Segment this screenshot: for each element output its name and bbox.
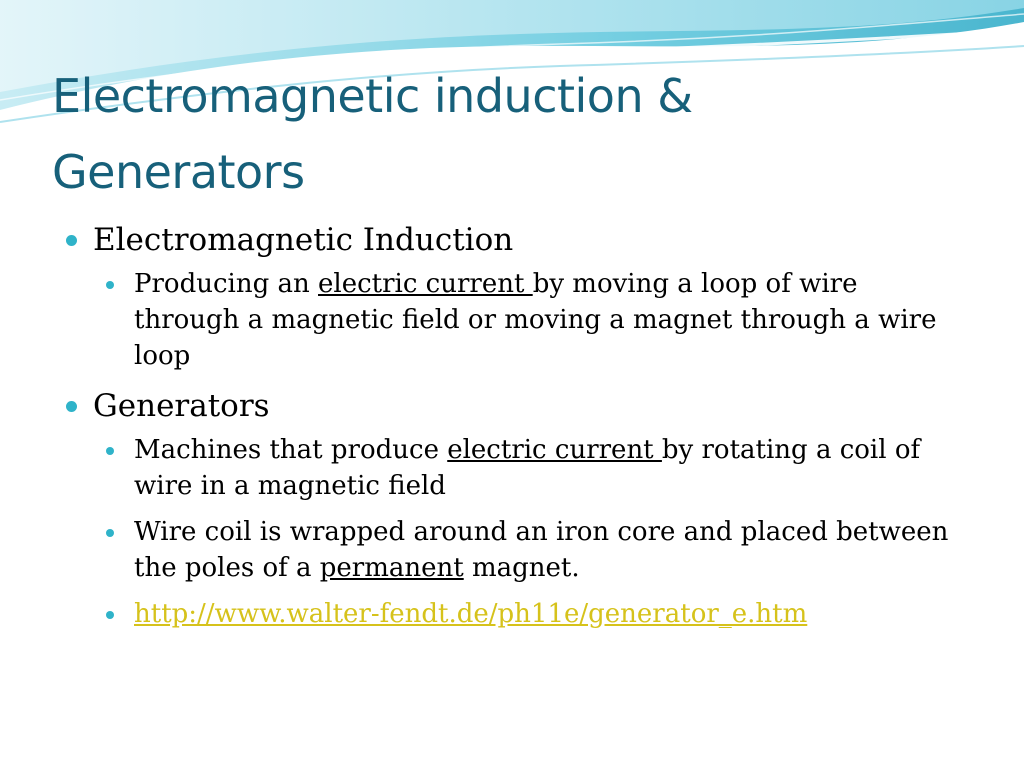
bullet-label: Generators: [93, 388, 270, 424]
underlined-term: permanent: [319, 553, 464, 583]
slide-title-line1: Electromagnetic induction &: [52, 69, 693, 123]
underlined-term: electric current: [447, 435, 662, 465]
bullet-dot-icon: [106, 529, 114, 537]
sub-bullet-text-before: Machines that produce: [134, 435, 448, 465]
bullet-generators: [66, 384, 966, 428]
sub-bullet-link: [106, 596, 966, 632]
bullet-dot-icon: [66, 235, 77, 246]
bullet-dot-icon: [66, 401, 77, 412]
sub-bullet-wire-coil: [106, 514, 966, 586]
sub-bullet-text-after: magnet.: [463, 553, 580, 583]
slide-title-line2: Generators: [52, 145, 305, 199]
bullet-dot-icon: [106, 447, 114, 455]
slide-title: [52, 58, 992, 210]
slide-body: [66, 218, 966, 642]
sub-bullet-text-after: by moving a loop of wire through a magnetic field or moving a magnet through a wire loop: [134, 269, 937, 371]
sub-bullet-machines: [106, 432, 966, 504]
bullet-electromagnetic-induction: [66, 218, 966, 262]
bullet-dot-icon: [106, 611, 114, 619]
generator-simulation-link[interactable]: http://www.walter-fendt.de/ph11e/generator_e.htm: [134, 599, 808, 629]
sub-bullet-producing-current: [106, 266, 966, 374]
bullet-dot-icon: [106, 281, 114, 289]
sub-bullet-text-before: Producing an: [134, 269, 319, 299]
bullet-label: Electromagnetic Induction: [93, 222, 514, 258]
underlined-term: electric current: [318, 269, 533, 299]
sub-bullet-text-after: by rotating a coil of wire in a magnetic field: [134, 435, 921, 501]
sub-bullet-text-before: Wire coil is wrapped around an iron core and placed between the poles of a: [134, 517, 949, 583]
